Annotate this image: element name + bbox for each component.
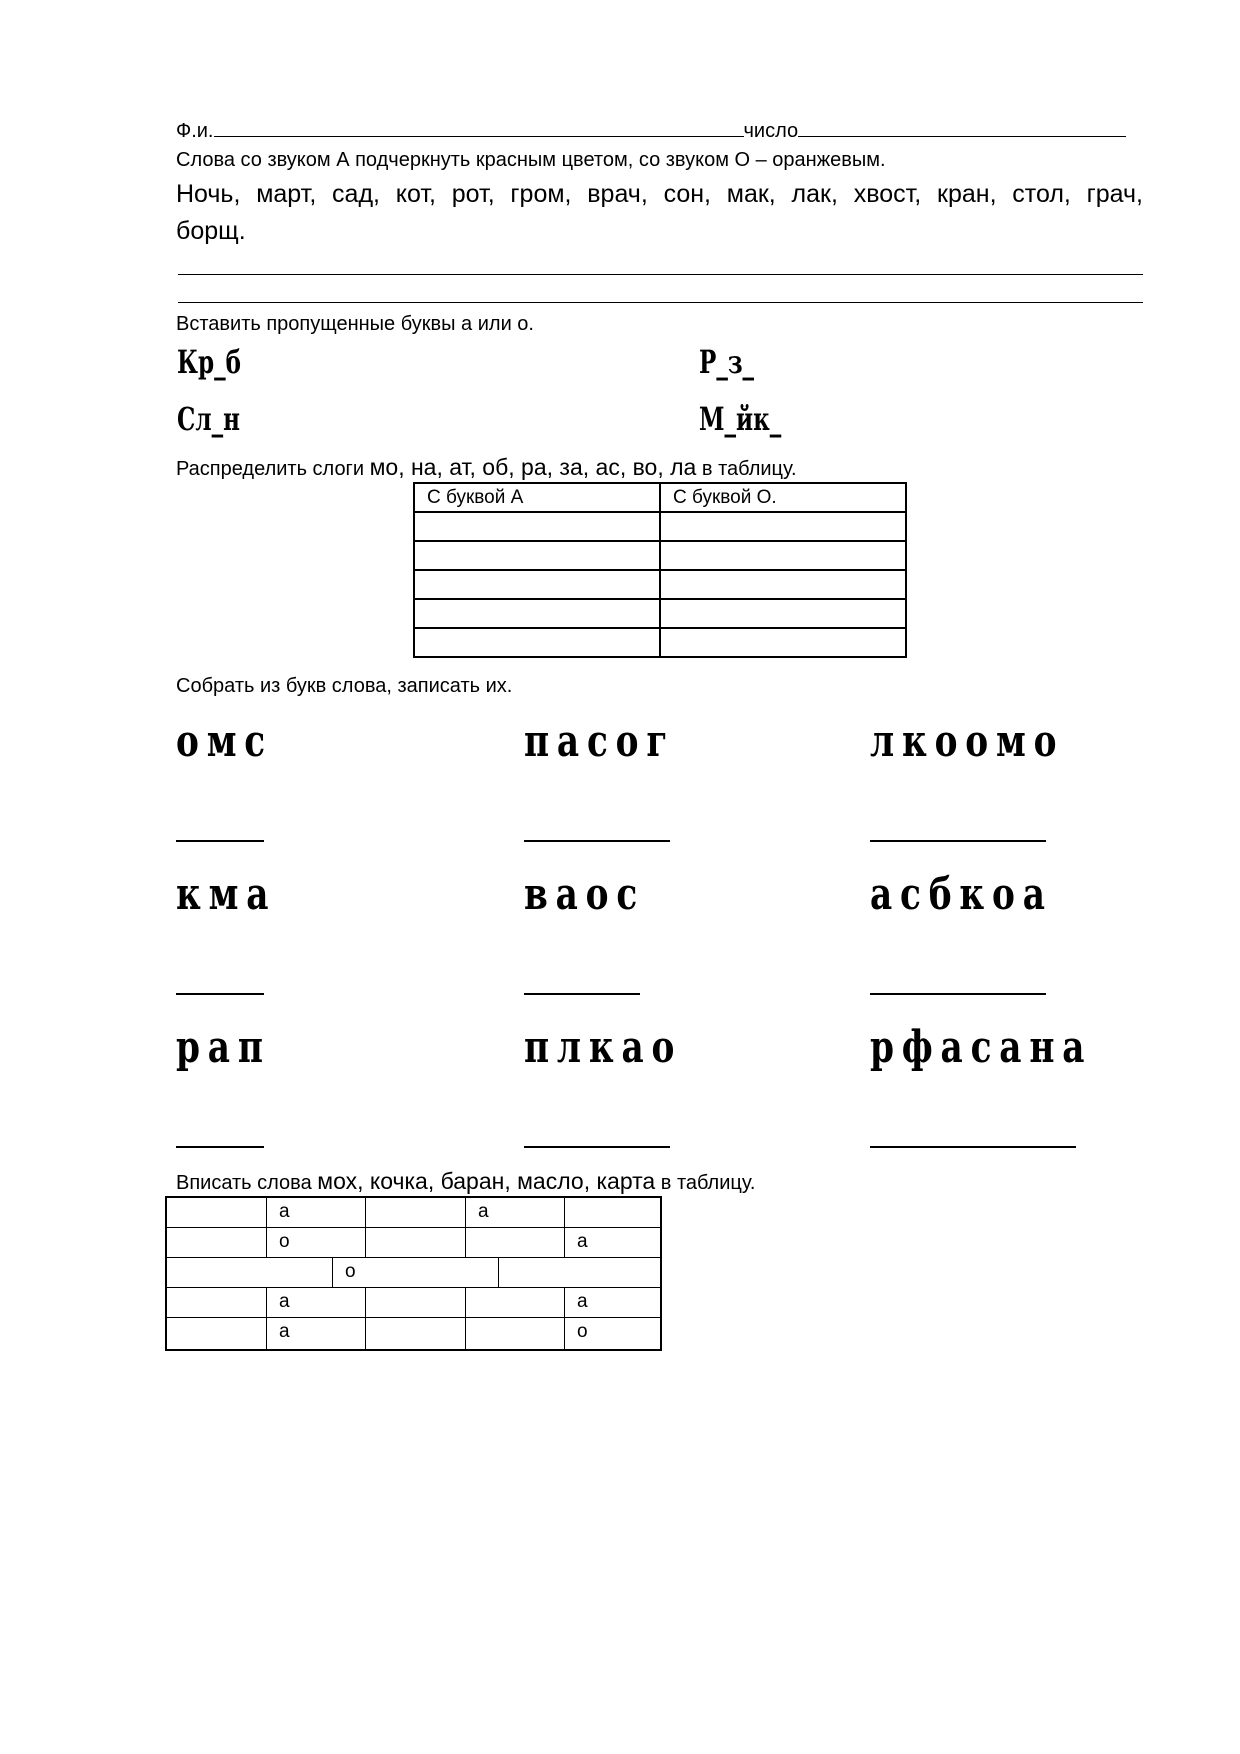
table-cell[interactable] xyxy=(660,512,906,541)
task1-word[interactable]: стол, xyxy=(1012,180,1071,208)
task1-word[interactable]: Ночь, xyxy=(176,180,241,208)
task3-instruction-end: в таблицу. xyxy=(696,458,797,480)
table-cell[interactable] xyxy=(414,541,660,570)
task1-words-line xyxy=(176,180,1143,209)
missing-letter-word-3: Сл_н xyxy=(177,400,240,438)
task5-words: мох, кочка, баран, масло, карта xyxy=(317,1168,656,1194)
answer-line-1[interactable] xyxy=(178,274,1143,275)
grid-cell[interactable]: о xyxy=(333,1258,499,1287)
scrambled-word-8: плкао xyxy=(524,1022,683,1073)
grid-cell[interactable] xyxy=(466,1318,565,1349)
task5-instruction xyxy=(176,1168,755,1195)
task1-word[interactable]: март, xyxy=(256,180,317,208)
table-cell[interactable] xyxy=(414,628,660,657)
grid-cell[interactable] xyxy=(565,1198,660,1227)
task2-instruction: Вставить пропущенные буквы а или о. xyxy=(176,313,534,335)
grid-cell[interactable]: о xyxy=(577,1321,588,1342)
scrambled-word-3: лкоомо xyxy=(870,716,1065,767)
grid-cell[interactable] xyxy=(167,1228,267,1257)
grid-row-1 xyxy=(167,1198,660,1228)
name-blank[interactable] xyxy=(214,136,744,137)
table-cell[interactable] xyxy=(660,541,906,570)
scrambled-word-9: рфасана xyxy=(870,1022,1093,1073)
grid-cell[interactable] xyxy=(466,1288,565,1317)
task1-word[interactable]: кран, xyxy=(937,180,997,208)
answer-blank-9[interactable] xyxy=(870,1146,1076,1148)
answer-blank-7[interactable] xyxy=(176,1146,264,1148)
missing-letter-word-1: Кр_б xyxy=(177,343,241,381)
date-label: число xyxy=(743,120,799,142)
task1-instruction: Слова со звуком А подчеркнуть красным цветом, со звуком О – оранжевым. xyxy=(176,149,886,171)
grid-row-5 xyxy=(167,1318,660,1349)
grid-cell[interactable] xyxy=(167,1198,267,1227)
task4-instruction: Собрать из букв слова, записать их. xyxy=(176,675,513,697)
task3-instruction-start: Распределить слоги xyxy=(176,458,370,480)
grid-cell[interactable] xyxy=(366,1318,466,1349)
task3-syllables: мо, на, ат, об, ра, за, ас, во, ла xyxy=(369,454,697,480)
task1-word[interactable]: хвост, xyxy=(853,180,922,208)
header-letter-o: С буквой О. xyxy=(660,483,906,512)
grid-row-2 xyxy=(167,1228,660,1258)
task3-instruction xyxy=(176,454,797,481)
grid-cell[interactable] xyxy=(167,1318,267,1349)
answer-blank-8[interactable] xyxy=(524,1146,670,1148)
name-label: Ф.и. xyxy=(176,120,214,142)
task1-word[interactable]: грач, xyxy=(1086,180,1143,208)
answer-blank-3[interactable] xyxy=(870,840,1046,842)
grid-cell[interactable]: а xyxy=(577,1291,588,1312)
task1-word[interactable]: лак, xyxy=(791,180,838,208)
task1-word[interactable]: сад, xyxy=(332,180,380,208)
scrambled-word-4: кма xyxy=(176,869,277,920)
table-cell[interactable] xyxy=(414,570,660,599)
grid-cell[interactable] xyxy=(167,1288,267,1317)
grid-cell[interactable] xyxy=(499,1258,660,1287)
grid-cell[interactable]: а xyxy=(577,1231,588,1252)
grid-cell[interactable] xyxy=(366,1198,466,1227)
date-blank[interactable] xyxy=(798,136,1126,137)
scrambled-word-2: пасог xyxy=(524,716,676,767)
scrambled-word-5: ваос xyxy=(524,869,646,920)
grid-cell[interactable] xyxy=(366,1228,466,1257)
table-cell[interactable] xyxy=(414,512,660,541)
grid-row-3 xyxy=(167,1258,660,1288)
task1-word[interactable]: гром, xyxy=(510,180,572,208)
grid-cell[interactable]: а xyxy=(466,1198,565,1227)
grid-row-4 xyxy=(167,1288,660,1318)
task1-words-line2: борщ. xyxy=(176,217,246,245)
task1-word[interactable]: кот, xyxy=(395,180,436,208)
table-cell[interactable] xyxy=(660,570,906,599)
table-cell[interactable] xyxy=(660,628,906,657)
table-cell[interactable] xyxy=(660,599,906,628)
syllable-table-header xyxy=(414,483,906,512)
grid-cell[interactable]: а xyxy=(267,1288,366,1317)
grid-cell[interactable]: о xyxy=(267,1228,366,1257)
header-letter-a: С буквой А xyxy=(414,483,660,512)
task1-word[interactable]: сон, xyxy=(663,180,711,208)
grid-cell[interactable] xyxy=(366,1288,466,1317)
grid-cell[interactable]: а xyxy=(267,1198,366,1227)
header-line xyxy=(176,120,1126,143)
missing-letter-word-4: М_йк_ xyxy=(699,400,782,438)
table-row xyxy=(414,512,906,541)
task1-word[interactable]: врач, xyxy=(587,180,648,208)
answer-line-2[interactable] xyxy=(178,302,1143,303)
task5-instruction-end: в таблицу. xyxy=(655,1172,756,1194)
missing-letter-word-2: Р_з_ xyxy=(699,343,755,381)
table-row xyxy=(414,628,906,657)
scrambled-word-7: рап xyxy=(176,1022,271,1073)
task5-instruction-start: Вписать слова xyxy=(176,1172,318,1194)
scrambled-word-1: омс xyxy=(176,716,274,767)
grid-cell[interactable] xyxy=(167,1258,333,1287)
answer-blank-2[interactable] xyxy=(524,840,670,842)
syllable-table xyxy=(413,482,907,658)
task1-word[interactable]: мак, xyxy=(726,180,776,208)
table-row xyxy=(414,599,906,628)
answer-blank-1[interactable] xyxy=(176,840,264,842)
answer-blank-6[interactable] xyxy=(870,993,1046,995)
answer-blank-4[interactable] xyxy=(176,993,264,995)
table-row xyxy=(414,570,906,599)
table-cell[interactable] xyxy=(414,599,660,628)
answer-blank-5[interactable] xyxy=(524,993,640,995)
scrambled-word-6: асбкоа xyxy=(870,869,1053,920)
grid-cell[interactable] xyxy=(466,1228,565,1257)
table-row xyxy=(414,541,906,570)
crossword-grid xyxy=(165,1196,662,1351)
task1-word[interactable]: рот, xyxy=(451,180,495,208)
grid-cell[interactable]: а xyxy=(267,1318,366,1349)
